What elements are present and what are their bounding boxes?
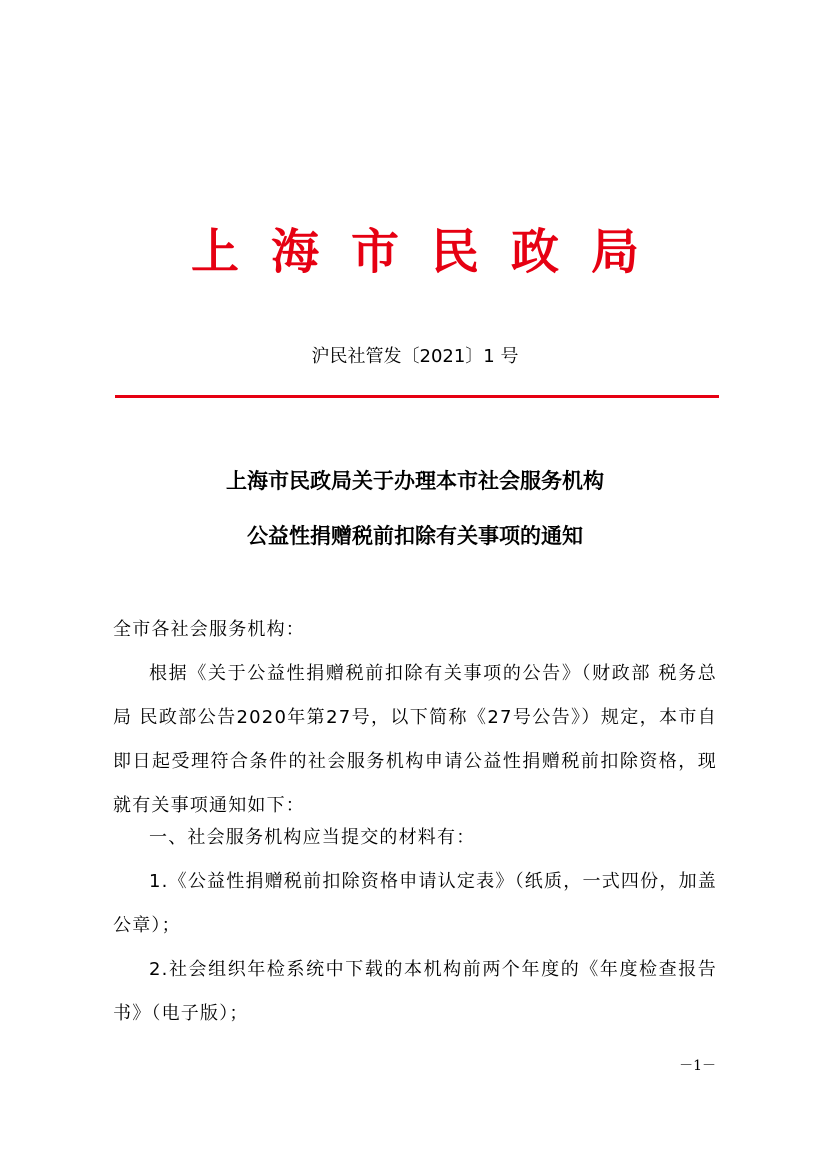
notice-title-line-2: 公益性捐赠税前扣除有关事项的通知 bbox=[247, 523, 583, 548]
notice-title-line-1: 上海市民政局关于办理本市社会服务机构 bbox=[226, 468, 604, 493]
page-number: －1－ bbox=[679, 1058, 716, 1074]
paragraph-intro: 根据《关于公益性捐赠税前扣除有关事项的公告》（财政部 税务总局 民政部公告2020年第27号，以下简称《27号公告》）规定，本市自即日起受理符合条件的社会服务机构申请公益性捐赠税前扣除资格，现就有关事项通知如下： bbox=[113, 663, 717, 816]
document-number: 沪民社管发〔2021〕1 号 bbox=[311, 346, 519, 367]
salutation: 全市各社会服务机构： bbox=[113, 619, 305, 640]
section-heading-1: 一、社会服务机构应当提交的材料有： bbox=[149, 827, 476, 848]
list-item-2: 2.社会组织年检系统中下载的本机构前两个年度的《年度检查报告书》（电子版）； bbox=[113, 959, 717, 1024]
red-separator-line bbox=[115, 395, 719, 398]
list-item-1: 1.《公益性捐赠税前扣除资格申请认定表》（纸质，一式四份，加盖公章）； bbox=[113, 871, 717, 936]
issuer-header: 上海市民政局 bbox=[190, 224, 671, 280]
